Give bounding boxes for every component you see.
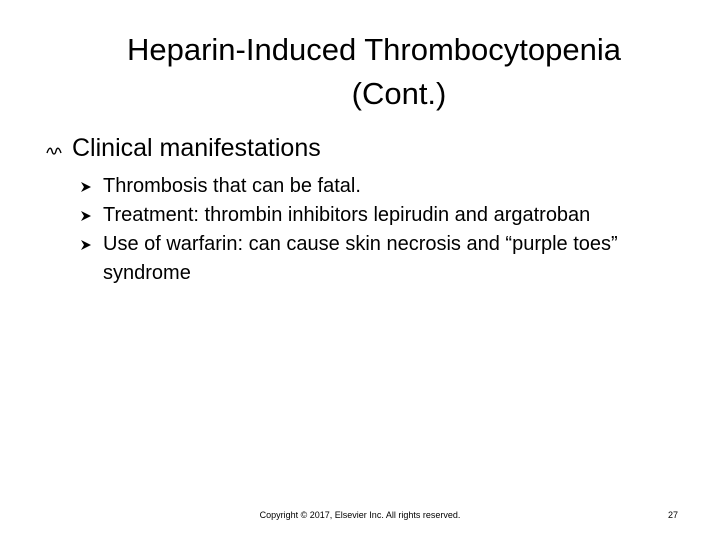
page-number: 27	[667, 510, 678, 520]
sub-bullet-list	[80, 172, 680, 288]
heading-bullet-text: Clinical manifestations	[72, 134, 321, 162]
slide-title	[40, 28, 700, 116]
sub-bullet-item	[80, 230, 680, 288]
slide-title-line-1: Heparin-Induced Thrombocytopenia	[126, 32, 621, 67]
sub-bullet-text: Treatment: thrombin inhibitors lepirudin and argatroban	[103, 204, 591, 226]
slide-title-line-2: (Cont.)	[351, 76, 447, 111]
sub-bullet-item	[80, 172, 680, 201]
sub-bullet-text: Use of warfarin: can cause skin necrosis and “purple toes” syndrome	[103, 233, 618, 284]
copyright-footer: Copyright © 2017, Elsevier Inc. All rights reserved.	[259, 510, 461, 520]
sub-bullet-item	[80, 201, 680, 230]
wave-bullet-icon	[46, 146, 62, 156]
arrowhead-bullet-icon	[80, 239, 92, 251]
arrowhead-bullet-icon	[80, 210, 92, 222]
arrowhead-bullet-icon	[80, 181, 92, 193]
sub-bullet-text: Thrombosis that can be fatal.	[103, 175, 361, 197]
